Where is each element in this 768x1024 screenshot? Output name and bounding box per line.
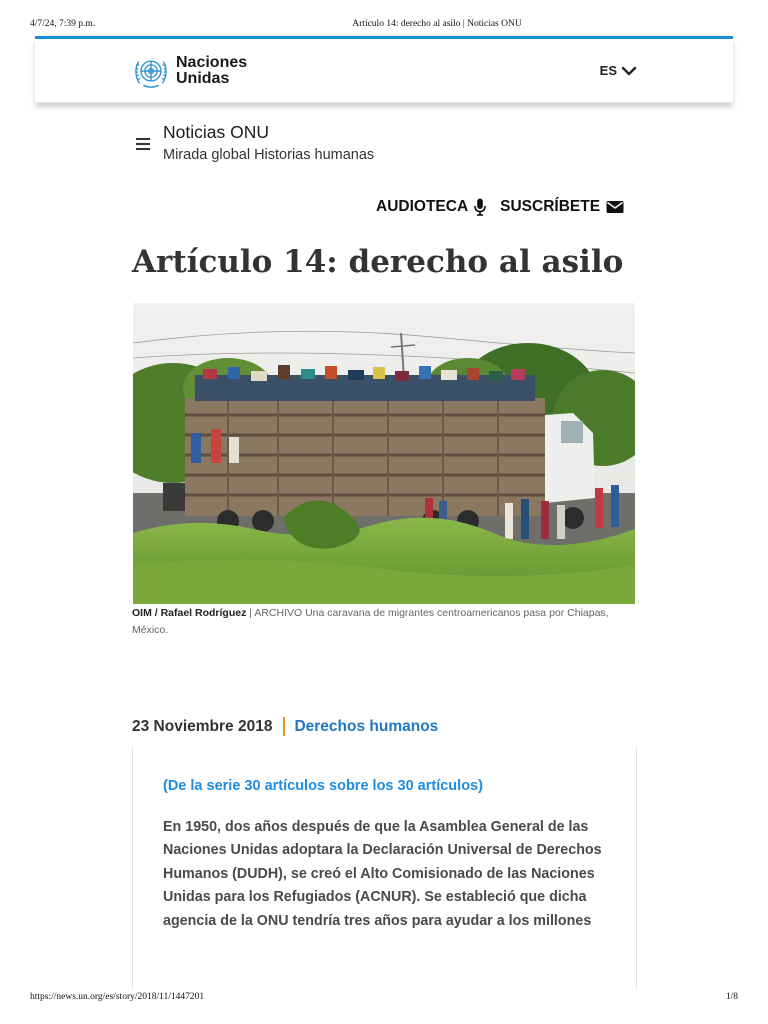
photo-credit: OIM / Rafael Rodríguez — [132, 607, 247, 619]
topic-link[interactable]: Derechos humanos — [294, 717, 439, 735]
brand-title[interactable]: Noticias ONU — [163, 122, 269, 142]
print-footer — [0, 992, 768, 1006]
print-header — [0, 19, 768, 33]
article-title: Artículo 14: derecho al asilo — [132, 244, 624, 280]
print-url: https://news.un.org/es/story/2018/11/1447201 — [30, 992, 205, 1002]
utility-nav — [376, 198, 624, 216]
microphone-icon — [474, 198, 486, 216]
subscribe-link[interactable] — [500, 198, 624, 216]
un-header — [35, 39, 733, 103]
un-wordmark[interactable] — [176, 55, 247, 87]
audio-link[interactable] — [376, 198, 486, 216]
un-emblem-icon[interactable] — [132, 54, 170, 90]
article-body — [132, 748, 637, 988]
subscribe-label: SUSCRÍBETE — [500, 198, 601, 215]
article-meta — [132, 717, 438, 736]
meta-separator — [283, 717, 285, 736]
print-page-count: 1/8 — [725, 992, 738, 1002]
intro-paragraph: En 1950, dos años después de que la Asamblea General de las Naciones Unidas adoptara la Declaración Universal de Derechos Humanos (DUDH), se creó el Alto Comisionado de las Naciones Unidas para los Refugiados (ACNUR). Se estableció que dicha agencia de la ONU tendría tres años para ayudar a los millones — [163, 819, 602, 929]
un-wordmark-line2: Unidas — [176, 70, 230, 87]
chevron-down-icon — [621, 66, 637, 76]
language-selector[interactable] — [600, 63, 637, 78]
brand-subtitle: Mirada global Historias humanas — [163, 147, 375, 163]
hero-photo — [133, 303, 635, 604]
un-wordmark-line1: Naciones — [176, 54, 248, 71]
envelope-icon — [606, 200, 624, 214]
article-date: 23 Noviembre 2018 — [132, 717, 273, 735]
series-link[interactable]: (De la serie 30 artículos sobre los 30 artículos) — [163, 778, 483, 794]
print-page-title: Artículo 14: derecho al asilo | Noticias ONU — [352, 19, 522, 29]
caption-text: | ARCHIVO Una caravana de migrantes centroamericanos pasa por Chiapas, México. — [132, 607, 609, 636]
audio-label: AUDIOTECA — [376, 198, 469, 215]
photo-caption — [132, 605, 638, 639]
menu-icon[interactable] — [136, 138, 150, 150]
print-date: 4/7/24, 7:39 p.m. — [30, 19, 96, 29]
language-label: ES — [599, 63, 617, 78]
